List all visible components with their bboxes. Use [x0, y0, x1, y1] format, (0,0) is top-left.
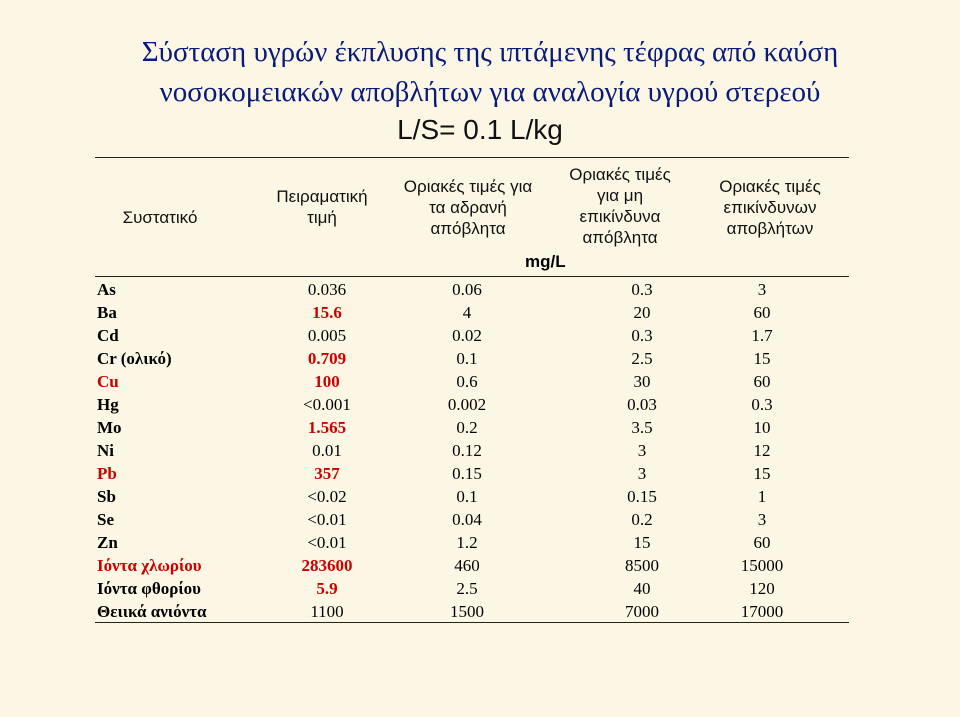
- nonhazardous-limit-cell: 15: [633, 533, 651, 552]
- component-cell: Cd: [97, 326, 119, 345]
- component-cell: Ba: [97, 303, 117, 322]
- hazardous-limit-cell: 3: [757, 510, 767, 529]
- component-cell: Ιόντα φθορίου: [97, 579, 201, 598]
- nonhazardous-limit-cell: 0.2: [631, 510, 653, 529]
- experimental-cell: 5.9: [316, 579, 338, 598]
- inert-limit-cell: 0.06: [452, 280, 482, 299]
- inert-limit-cell: 0.6: [456, 372, 478, 391]
- inert-limit-cell: 1.2: [456, 533, 478, 552]
- nonhazardous-limit-cell: 3.5: [631, 418, 653, 437]
- inert-limit-cell: 0.15: [452, 464, 482, 483]
- nonhazardous-limit-cell: 2.5: [631, 349, 653, 368]
- nonhazardous-limit-cell: 3: [637, 464, 647, 483]
- inert-limit-cell: 0.12: [452, 441, 482, 460]
- hazardous-limit-cell: 15000: [740, 556, 784, 575]
- page-title: Σύσταση υγρών έκπλυσης της ιπτάμενης τέφρας από καύση νοσοκομειακών αποβλήτων για αναλογία υγρού στερεού: [141, 36, 839, 108]
- table-top-rule: [95, 157, 849, 158]
- inert-limit-cell: 1500: [450, 602, 484, 621]
- nonhazardous-limit-cell: 0.03: [627, 395, 657, 414]
- nonhazardous-limit-cell: 8500: [625, 556, 659, 575]
- component-cell: Θειικά ανιόντα: [97, 602, 207, 621]
- experimental-cell: <0.001: [303, 395, 351, 414]
- inert-limit-cell: 2.5: [456, 579, 478, 598]
- hazardous-limit-cell: 17000: [740, 602, 784, 621]
- inert-limit-cell: 0.1: [456, 487, 478, 506]
- hazardous-limit-cell: 1.7: [751, 326, 773, 345]
- inert-limit-cell: 4: [462, 303, 472, 322]
- hazardous-limit-cell: 60: [753, 303, 771, 322]
- hazardous-limit-cell: 0.3: [751, 395, 773, 414]
- component-cell: Cu: [97, 372, 119, 391]
- experimental-cell: <0.01: [307, 510, 347, 529]
- experimental-cell: 0.709: [307, 349, 347, 368]
- inert-limit-cell: 460: [454, 556, 480, 575]
- experimental-cell: <0.01: [307, 533, 347, 552]
- experimental-cell: <0.02: [307, 487, 347, 506]
- hazardous-limit-cell: 12: [753, 441, 771, 460]
- experimental-cell: 1100: [310, 602, 344, 621]
- hazardous-limit-cell: 15: [753, 349, 771, 368]
- component-cell: Sb: [97, 487, 116, 506]
- header-component: Συστατικό: [122, 208, 198, 227]
- header-inert: Οριακές τιμές για τα αδρανή απόβλητα: [403, 177, 533, 238]
- inert-limit-cell: 0.1: [456, 349, 478, 368]
- inert-limit-cell: 0.002: [447, 395, 487, 414]
- nonhazardous-limit-cell: 7000: [625, 602, 659, 621]
- experimental-cell: 100: [314, 372, 340, 391]
- hazardous-limit-cell: 120: [749, 579, 775, 598]
- inert-limit-cell: 0.04: [452, 510, 482, 529]
- component-cell: Pb: [97, 464, 117, 483]
- experimental-cell: 283600: [301, 556, 353, 575]
- component-cell: Se: [97, 510, 114, 529]
- table-bottom-rule: [95, 622, 849, 623]
- component-cell: Zn: [97, 533, 118, 552]
- hazardous-limit-cell: 15: [753, 464, 771, 483]
- hazardous-limit-cell: 60: [753, 372, 771, 391]
- hazardous-limit-cell: 60: [753, 533, 771, 552]
- experimental-cell: 15.6: [312, 303, 342, 322]
- header-experimental: Πειραματική τιμή: [276, 187, 368, 227]
- hazardous-limit-cell: 1: [757, 487, 767, 506]
- inert-limit-cell: 0.02: [452, 326, 482, 345]
- component-cell: Ιόντα χλωρίου: [97, 556, 202, 575]
- component-cell: Cr (ολικό): [97, 349, 172, 368]
- component-cell: Mo: [97, 418, 122, 437]
- component-cell: As: [97, 280, 116, 299]
- ratio-subtitle: L/S= 0.1 L/kg: [397, 114, 563, 145]
- nonhazardous-limit-cell: 0.15: [627, 487, 657, 506]
- experimental-cell: 1.565: [307, 418, 347, 437]
- nonhazardous-limit-cell: 0.3: [631, 326, 653, 345]
- nonhazardous-limit-cell: 3: [637, 441, 647, 460]
- experimental-cell: 0.005: [307, 326, 347, 345]
- header-hazardous: Οριακές τιμές επικίνδυνων αποβλήτων: [719, 177, 821, 238]
- header-nonhazardous: Οριακές τιμές για μη επικίνδυνα απόβλητα: [569, 165, 671, 247]
- header-bottom-rule: [95, 276, 849, 277]
- hazardous-limit-cell: 3: [757, 280, 767, 299]
- nonhazardous-limit-cell: 0.3: [631, 280, 653, 299]
- inert-limit-cell: 0.2: [456, 418, 478, 437]
- nonhazardous-limit-cell: 30: [633, 372, 651, 391]
- experimental-cell: 0.036: [307, 280, 347, 299]
- experimental-cell: 357: [314, 464, 340, 483]
- component-cell: Hg: [97, 395, 119, 414]
- hazardous-limit-cell: 10: [753, 418, 771, 437]
- component-cell: Ni: [97, 441, 114, 460]
- nonhazardous-limit-cell: 40: [633, 579, 651, 598]
- experimental-cell: 0.01: [312, 441, 342, 460]
- nonhazardous-limit-cell: 20: [633, 303, 651, 322]
- unit-label: mg/L: [525, 252, 566, 271]
